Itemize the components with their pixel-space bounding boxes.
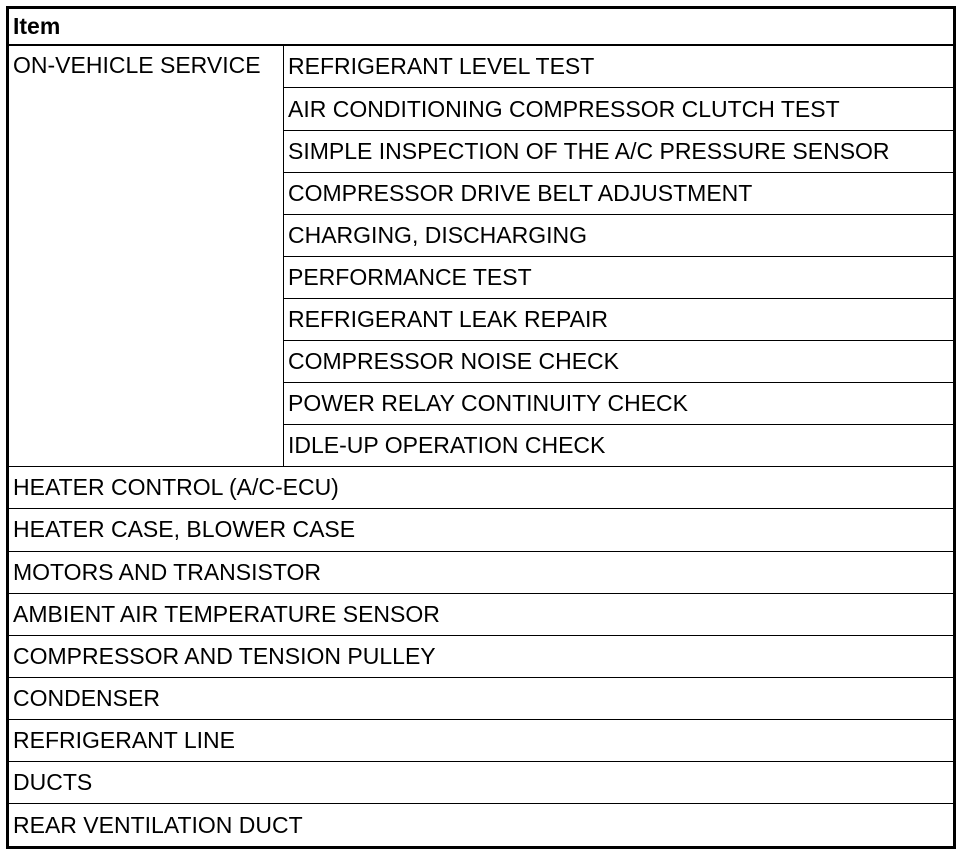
subitem-cell: AIR CONDITIONING COMPRESSOR CLUTCH TEST: [284, 88, 955, 130]
table-row: [8, 635, 955, 677]
subitem-cell: COMPRESSOR NOISE CHECK: [284, 341, 955, 383]
item-cell: REFRIGERANT LINE: [8, 719, 955, 761]
subitem-cell: SIMPLE INSPECTION OF THE A/C PRESSURE SENSOR: [284, 130, 955, 172]
item-cell: HEATER CONTROL (A/C-ECU): [8, 467, 955, 509]
subitem-cell: CHARGING, DISCHARGING: [284, 214, 955, 256]
item-table: [6, 6, 956, 849]
item-table-body: [8, 8, 955, 848]
table-row: [8, 509, 955, 551]
table-row: [8, 593, 955, 635]
group-label-cell: ON-VEHICLE SERVICE: [8, 45, 284, 467]
subitem-cell: COMPRESSOR DRIVE BELT ADJUSTMENT: [284, 172, 955, 214]
item-cell: REAR VENTILATION DUCT: [8, 804, 955, 848]
table-row: [8, 551, 955, 593]
subitem-cell: PERFORMANCE TEST: [284, 256, 955, 298]
item-cell: DUCTS: [8, 761, 955, 803]
table-row: [8, 467, 955, 509]
header-row: [8, 8, 955, 46]
table-row: [8, 804, 955, 848]
item-cell: HEATER CASE, BLOWER CASE: [8, 509, 955, 551]
subitem-cell: POWER RELAY CONTINUITY CHECK: [284, 383, 955, 425]
item-cell: MOTORS AND TRANSISTOR: [8, 551, 955, 593]
subitem-cell: IDLE-UP OPERATION CHECK: [284, 425, 955, 467]
table-row: [8, 677, 955, 719]
header-cell: Item: [8, 8, 955, 46]
subitem-cell: REFRIGERANT LEAK REPAIR: [284, 298, 955, 340]
table-row: [8, 761, 955, 803]
item-cell: CONDENSER: [8, 677, 955, 719]
item-cell: COMPRESSOR AND TENSION PULLEY: [8, 635, 955, 677]
table-row: [8, 45, 955, 88]
table-row: [8, 719, 955, 761]
item-cell: AMBIENT AIR TEMPERATURE SENSOR: [8, 593, 955, 635]
subitem-cell: REFRIGERANT LEVEL TEST: [284, 45, 955, 88]
